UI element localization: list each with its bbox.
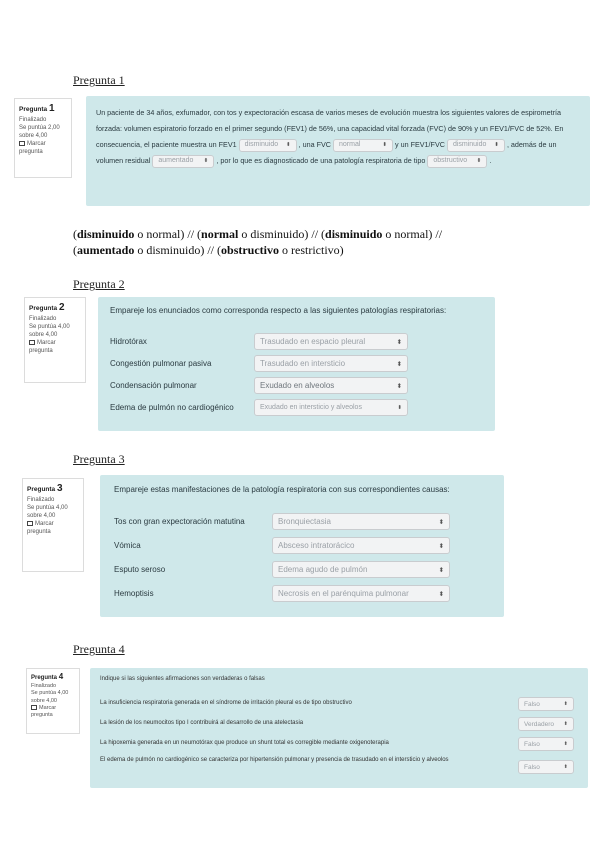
q4-row-select[interactable]: Falso ⬍ (518, 760, 574, 774)
q1-info-panel (14, 98, 72, 178)
q1-heading: Pregunta 1 (73, 73, 125, 87)
select-arrow-icon: ⬍ (438, 566, 444, 574)
q4-score: Se puntúa 4,00 sobre 4,00 (31, 690, 69, 704)
q2-card (98, 297, 495, 431)
q2-row-select[interactable]: Trasudado en espacio pleural ⬍ (254, 333, 408, 350)
flag-icon (19, 141, 25, 146)
select-arrow-icon: ⬍ (438, 518, 444, 526)
q4-row-select[interactable]: Falso ⬍ (518, 737, 574, 751)
q1-text-2: , una FVC (298, 140, 331, 149)
q2-status: Finalizado (29, 315, 57, 322)
q1-answer-key: (disminuido o normal) // (normal o disminuido) // (disminuido o normal) // (aumentado o disminuido) // (obstructivo o restrictivo) (73, 227, 443, 257)
q3-row-select[interactable]: Edema agudo de pulmón ⬍ (272, 561, 450, 578)
q2-row-label: Condensación pulmonar (110, 381, 197, 390)
q1-text-5: , por lo que es diagnosticado de una patología respiratoria de tipo (216, 156, 426, 165)
q1-info-label: Pregunta 1 (19, 103, 55, 114)
select-arrow-icon: ⬍ (203, 158, 209, 165)
q3-status: Finalizado (27, 496, 55, 503)
q2-flag[interactable]: Marcar pregunta (29, 339, 56, 354)
q1-text-3: y un FEV1/FVC (395, 140, 445, 149)
q4-prompt: Indique si las siguientes afirmaciones son verdaderas o falsas (100, 676, 265, 682)
select-arrow-icon: ⬍ (382, 142, 387, 149)
q1-score: Se puntúa 2,00 sobre 4,00 (19, 124, 60, 139)
q3-prompt: Empareje estas manifestaciones de la patología respiratoria con sus correspondientes causas: (114, 485, 450, 494)
q2-heading: Pregunta 2 (73, 277, 125, 291)
q4-card (90, 668, 588, 788)
select-arrow-icon: ⬍ (285, 142, 291, 149)
select-arrow-icon: ⬍ (476, 158, 482, 165)
q1-select-fvc[interactable]: normal ⬍ (333, 139, 393, 152)
q1-select-residual[interactable]: aumentado ⬍ (152, 155, 214, 168)
q1-select-fev1[interactable]: disminuido ⬍ (239, 139, 297, 152)
q4-row-label: La lesión de los neumocitos tipo I contribuirá al desarrollo de una atelectasia (100, 720, 304, 726)
flag-icon (27, 521, 33, 526)
q1-text-6: . (489, 156, 492, 165)
q2-row-select[interactable]: Exudado en alveolos ⬍ (254, 377, 408, 394)
select-arrow-icon: ⬍ (494, 142, 499, 149)
q1-text-1: Un paciente de 34 años, exfumador, con tos y expectoración escasa de varios meses de evolución muestra los siguientes valores de espirometría forzada: volumen espiratorio forzado en el primer segundo (FEV1) de 56%, una capacidad vital forzada (FVC) de 90% y un FEV1/FVC de 52%. En consecuencia, el paciente muestra un FEV1 (96, 108, 564, 149)
q3-flag[interactable]: Marcar pregunta (27, 520, 54, 535)
q1-flag[interactable]: Marcar pregunta (19, 140, 46, 155)
select-arrow-icon: ⬍ (563, 701, 568, 707)
q4-row-select[interactable]: Verdadero ⬍ (518, 717, 574, 731)
q1-text-4: , además de un volumen residual (96, 140, 557, 165)
q4-row-select[interactable]: Falso ⬍ (518, 697, 574, 711)
q3-score: Se puntúa 4,00 sobre 4,00 (27, 504, 68, 519)
q3-heading: Pregunta 3 (73, 452, 125, 466)
q3-row-label: Vómica (114, 541, 141, 550)
select-arrow-icon: ⬍ (396, 360, 402, 368)
q2-info-panel (24, 297, 86, 383)
q3-card (100, 475, 504, 617)
q1-select-type[interactable]: obstructivo ⬍ (427, 155, 487, 168)
q4-status: Finalizado (31, 682, 57, 689)
select-arrow-icon: ⬍ (396, 382, 402, 390)
q1-status: Finalizado (19, 116, 47, 123)
select-arrow-icon: ⬍ (438, 542, 444, 550)
q3-row-select[interactable]: Necrosis en el parénquima pulmonar ⬍ (272, 585, 450, 602)
flag-icon (29, 340, 35, 345)
q2-prompt: Empareje los enunciados como corresponda respecto a las siguientes patologías respiratorias: (110, 306, 447, 315)
q2-row-select[interactable]: Exudado en intersticio y alveolos ⬍ (254, 399, 408, 416)
select-arrow-icon: ⬍ (397, 404, 402, 411)
q3-row-label: Tos con gran expectoración matutina (114, 517, 245, 526)
q4-row-label: La hipoxemia generada en un neumotórax que produce un shunt total es corregible mediante oxigenoterapia (100, 740, 389, 746)
select-arrow-icon: ⬍ (563, 741, 568, 747)
q4-row-label: El edema de pulmón no cardiogénico se caracteriza por hipertensión pulmonar y presencia de trasudado en el intersticio y alveolos (100, 757, 449, 763)
q3-info-panel (22, 478, 84, 572)
flag-icon (31, 705, 37, 710)
q3-row-label: Esputo seroso (114, 565, 166, 574)
select-arrow-icon: ⬍ (563, 721, 568, 727)
q4-info-label: Pregunta 4 (31, 672, 64, 681)
q3-info-label: Pregunta 3 (27, 483, 63, 494)
select-arrow-icon: ⬍ (563, 764, 568, 770)
q4-row-label: La insuficiencia respiratoria generada en el síndrome de irritación pleural es de tipo obstructivo (100, 700, 352, 706)
q1-card (86, 96, 590, 206)
q4-heading: Pregunta 4 (73, 642, 125, 656)
q3-row-select[interactable]: Absceso intratorácico ⬍ (272, 537, 450, 554)
q2-info-label: Pregunta 2 (29, 302, 65, 313)
q1-select-ratio[interactable]: disminuido ⬍ (447, 139, 505, 152)
q2-score: Se puntúa 4,00 sobre 4,00 (29, 323, 70, 338)
q4-info-panel (26, 668, 80, 734)
q2-row-label: Edema de pulmón no cardiogénico (110, 403, 234, 412)
q2-row-select[interactable]: Trasudado en intersticio ⬍ (254, 355, 408, 372)
select-arrow-icon: ⬍ (396, 338, 402, 346)
select-arrow-icon: ⬍ (438, 590, 444, 598)
q3-row-select[interactable]: Bronquiectasia ⬍ (272, 513, 450, 530)
q2-row-label: Hidrotórax (110, 337, 147, 346)
q2-row-label: Congestión pulmonar pasiva (110, 359, 212, 368)
q3-row-label: Hemoptisis (114, 589, 154, 598)
q4-flag[interactable]: Marcar pregunta (31, 705, 57, 719)
